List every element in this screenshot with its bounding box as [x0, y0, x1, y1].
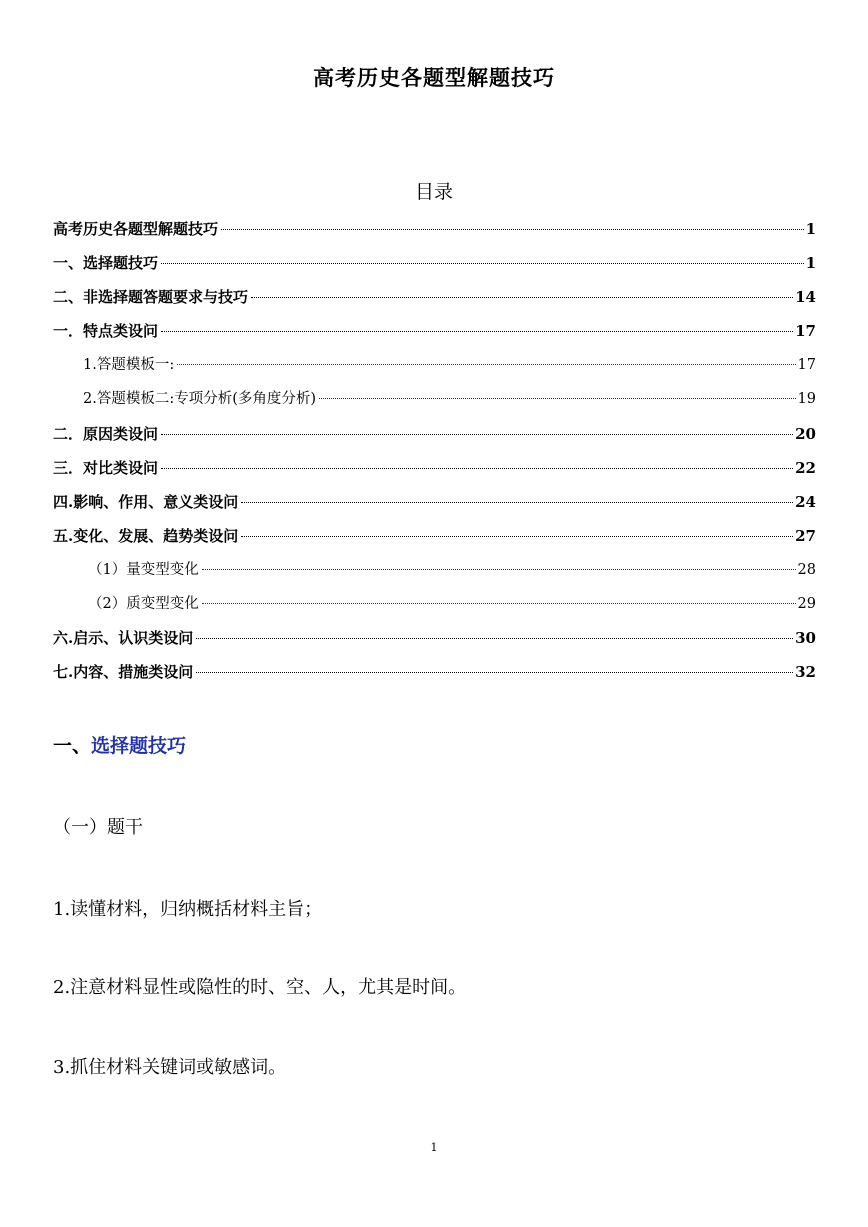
toc-entry-label: 一．特点类设问	[53, 322, 159, 341]
toc-entry-page: 1	[805, 254, 816, 273]
toc-leader-dots	[241, 536, 793, 537]
sub-heading: （一）题干	[53, 817, 143, 838]
toc-entry-label: 高考历史各题型解题技巧	[53, 220, 219, 238]
toc-entry[interactable]	[53, 348, 816, 382]
toc-entry[interactable]	[53, 314, 816, 348]
toc-entry-label: 三．对比类设问	[53, 458, 159, 477]
toc-leader-dots	[161, 331, 793, 332]
toc-entry[interactable]	[53, 655, 816, 689]
toc-entry-label: 六.启示、认识类设问	[53, 629, 194, 648]
toc-leader-dots	[221, 229, 804, 230]
toc-entry[interactable]	[53, 587, 816, 621]
toc-heading: 目录	[414, 181, 453, 203]
toc-entry-page: 27	[795, 526, 816, 545]
section-heading-text: 选择题技巧	[91, 735, 187, 757]
toc-leader-dots	[202, 603, 796, 604]
toc-entry-page: 1	[805, 220, 816, 238]
section-heading-prefix: 一、	[53, 735, 92, 757]
toc-entry-label: 四.影响、作用、意义类设问	[53, 492, 239, 511]
toc-entry-page: 24	[795, 492, 816, 511]
toc-leader-dots	[161, 434, 793, 435]
toc-entry-label: 七.内容、措施类设问	[53, 663, 194, 682]
toc-leader-dots	[251, 297, 793, 298]
toc-entry[interactable]	[53, 212, 816, 246]
toc-leader-dots	[196, 672, 793, 673]
section-heading	[53, 731, 186, 758]
toc-entry-page: 32	[795, 663, 816, 682]
document-title: 高考历史各题型解题技巧	[313, 65, 555, 90]
toc-entry[interactable]	[53, 382, 816, 416]
paragraph-1: 1.读懂材料，归纳概括材料主旨；	[53, 899, 323, 920]
toc-leader-dots	[196, 638, 793, 639]
toc-entry-label: 二．原因类设问	[53, 424, 159, 443]
toc-entry[interactable]	[53, 246, 816, 280]
table-of-contents	[53, 212, 816, 689]
toc-entry[interactable]	[53, 621, 816, 655]
toc-entry[interactable]	[53, 280, 816, 314]
toc-entry[interactable]	[53, 417, 816, 451]
toc-entry-page: 28	[797, 561, 816, 578]
toc-entry-page: 14	[795, 288, 816, 307]
page-number: 1	[430, 1141, 438, 1154]
toc-entry-page: 30	[795, 629, 816, 648]
toc-leader-dots	[177, 364, 795, 365]
paragraph-3: 3.抓住材料关键词或敏感词。	[53, 1057, 287, 1078]
toc-leader-dots	[202, 569, 796, 570]
toc-entry[interactable]	[53, 451, 816, 485]
toc-entry[interactable]	[53, 519, 816, 553]
toc-entry-label: 一、选择题技巧	[53, 254, 159, 273]
toc-entry-label: （2）质变型变化	[88, 596, 199, 613]
toc-entry[interactable]	[53, 485, 816, 519]
toc-entry-label: 二、非选择题答题要求与技巧	[53, 288, 249, 307]
toc-entry-label: 1.答题模板一:	[83, 357, 175, 374]
toc-entry-page: 29	[797, 596, 816, 613]
toc-leader-dots	[241, 502, 793, 503]
toc-leader-dots	[161, 468, 793, 469]
toc-entry-page: 17	[797, 357, 816, 374]
toc-entry-label: 2.答题模板二:专项分析(多角度分析)	[83, 391, 317, 408]
toc-entry-page: 17	[795, 322, 816, 341]
toc-entry-page: 19	[797, 391, 816, 408]
toc-entry[interactable]	[53, 553, 816, 587]
toc-leader-dots	[161, 263, 804, 264]
toc-entry-label: （1）量变型变化	[88, 561, 199, 578]
paragraph-2: 2.注意材料显性或隐性的时、空、人，尤其是时间。	[53, 977, 467, 998]
toc-leader-dots	[319, 398, 796, 399]
toc-entry-page: 20	[795, 424, 816, 443]
toc-entry-page: 22	[795, 458, 816, 477]
toc-entry-label: 五.变化、发展、趋势类设问	[53, 526, 239, 545]
